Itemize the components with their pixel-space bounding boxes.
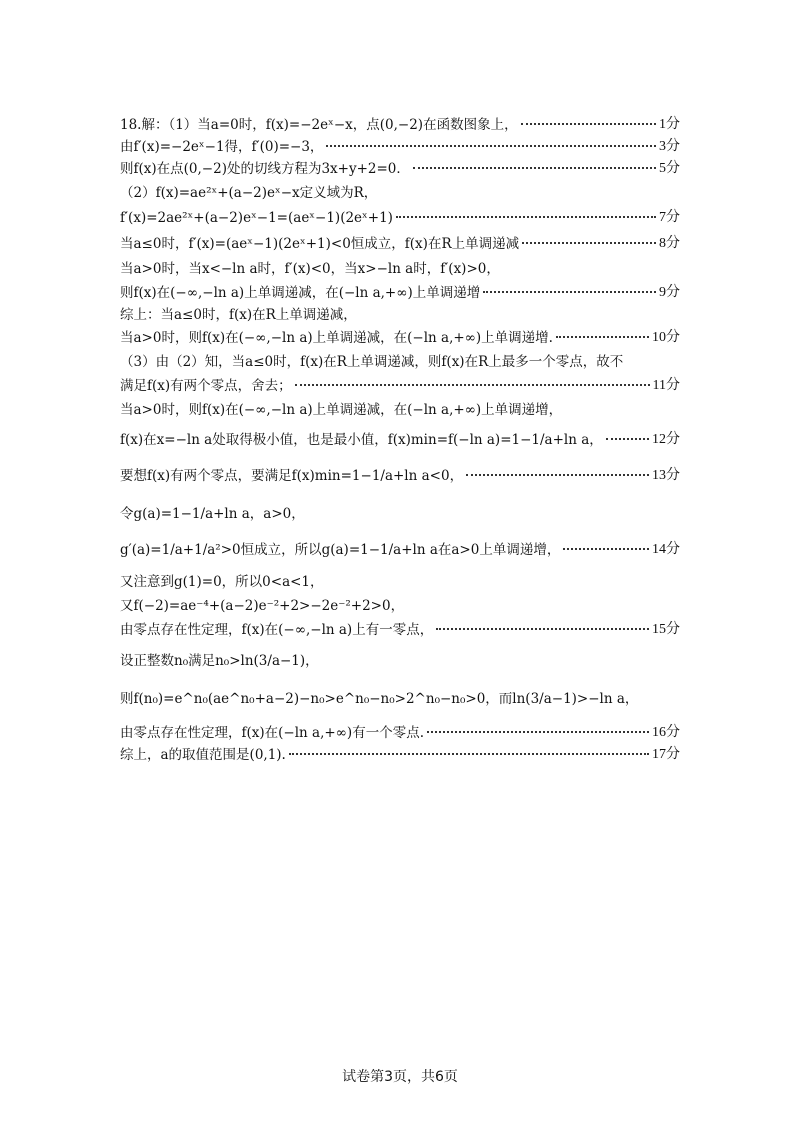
solution-line: [120, 573, 680, 591]
solution-line: [120, 353, 680, 371]
line-score: 17分: [652, 747, 680, 762]
line-text: g′(a)=1/a+1/a²>0恒成立，所以g(a)=1−1/a+ln a在a>0上单调递增，: [120, 542, 561, 558]
solution-line: [120, 160, 680, 178]
line-score: 13分: [652, 468, 680, 483]
solution-line: [120, 329, 680, 347]
line-score: 15分: [652, 622, 680, 637]
solution-line: [120, 284, 680, 302]
line-text: 则f(x)在(−∞,−ln a)上单调递减，在(−ln a,+∞)上单调递增: [120, 285, 481, 301]
line-score: 10分: [652, 330, 680, 345]
line-text: 又f(−2)=ae⁻⁴+(a−2)e⁻²+2>−2e⁻²+2>0，: [120, 598, 405, 614]
solution-line: [120, 652, 680, 670]
solution-line: [120, 209, 680, 227]
line-text: f′(x)=2ae²ˣ+(a−2)eˣ−1=(aeˣ−1)(2eˣ+1): [120, 210, 393, 226]
dot-leader: [563, 547, 649, 550]
line-score: 9分: [659, 285, 680, 300]
line-score: 8分: [659, 236, 680, 251]
line-text: 18.解：（1）当a=0时，f(x)=−2eˣ−x，点(0,−2)在函数图象上，: [120, 117, 518, 133]
dot-leader: [436, 627, 649, 630]
line-score: 1分: [659, 117, 680, 132]
dot-leader: [396, 215, 656, 218]
line-text: 当a>0时，则f(x)在(−∞,−ln a)上单调递减，在(−ln a,+∞)上单调递增.: [120, 330, 553, 346]
line-text: 则f(n₀)=e^n₀(ae^n₀+a−2)−n₀>e^n₀−n₀>2^n₀−n₀>0，而ln(3/a−1)>−ln a，: [120, 691, 639, 707]
line-score: 7分: [659, 210, 680, 225]
solution-line: [120, 505, 680, 523]
solution-line: [120, 306, 680, 324]
dot-leader: [522, 241, 656, 244]
line-text: 满足f(x)有两个零点，舍去；: [120, 378, 292, 394]
dot-leader: [483, 290, 656, 293]
line-text: 当a>0时，则f(x)在(−∞,−ln a)上单调递减，在(−ln a,+∞)上单调递增，: [120, 402, 563, 418]
line-text: 则f(x)在点(0,−2)处的切线方程为3x+y+2=0．: [120, 161, 410, 177]
solution-line: [120, 260, 680, 278]
dot-leader: [427, 730, 649, 733]
solution-line: [120, 690, 680, 708]
solution-line: [120, 541, 680, 559]
line-text: 要想f(x)有两个零点，要满足f(x)min=1−1/a+ln a<0，: [120, 468, 464, 484]
solution-line: [120, 116, 680, 134]
dot-leader: [326, 144, 656, 147]
line-text: 令g(a)=1−1/a+ln a，a>0，: [120, 506, 305, 522]
dot-leader: [521, 122, 656, 125]
line-score: 5分: [659, 161, 680, 176]
dot-leader: [606, 437, 649, 440]
solution-line: [120, 724, 680, 742]
solution-line: [120, 467, 680, 485]
line-text: 设正整数n₀满足n₀>ln(3/a−1)，: [120, 653, 319, 669]
line-text: （2）f(x)=ae²ˣ+(a−2)eˣ−x定义域为R，: [120, 185, 378, 201]
line-score: 16分: [652, 725, 680, 740]
line-text: （3）由（2）知，当a≤0时，f(x)在R上单调递减，则f(x)在R上最多一个零点，故不: [120, 354, 624, 370]
line-score: 3分: [659, 139, 680, 154]
line-text: 由f′(x)=−2eˣ−1得，f′(0)=−3，: [120, 139, 324, 155]
solution-line: [120, 235, 680, 253]
line-score: 12分: [652, 432, 680, 447]
solution-line: [120, 621, 680, 639]
dot-leader: [413, 166, 656, 169]
line-text: 综上，a的取值范围是(0,1).: [120, 747, 286, 763]
line-text: 又注意到g(1)=0，所以0<a<1，: [120, 574, 324, 590]
dot-leader: [556, 335, 649, 338]
solution-line: [120, 597, 680, 615]
line-score: 14分: [652, 542, 680, 557]
solution-line: [120, 184, 680, 202]
solution-line: [120, 377, 680, 395]
dot-leader: [289, 752, 649, 755]
line-text: 由零点存在性定理，f(x)在(−∞,−ln a)上有一零点，: [120, 622, 434, 638]
page-footer: 试卷第3页，共6页: [342, 1069, 458, 1085]
line-text: 综上：当a≤0时，f(x)在R上单调递减，: [120, 307, 357, 323]
solution-line: [120, 401, 680, 419]
dot-leader: [295, 383, 650, 386]
solution-line: [120, 746, 680, 764]
dot-leader: [466, 473, 649, 476]
line-text: 当a>0时，当x<−ln a时，f′(x)<0，当x>−ln a时，f′(x)>0，: [120, 261, 500, 277]
line-text: 当a≤0时，f′(x)=(aeˣ−1)(2eˣ+1)<0恒成立，f(x)在R上单调递减: [120, 236, 520, 252]
solution-line: [120, 431, 680, 449]
line-text: 由零点存在性定理，f(x)在(−ln a,+∞)有一个零点.: [120, 725, 424, 741]
line-score: 11分: [652, 378, 680, 393]
solution-line: [120, 138, 680, 156]
line-text: f(x)在x=−ln a处取得极小值，也是最小值，f(x)min=f(−ln a)=1−1/a+ln a，: [120, 432, 603, 448]
